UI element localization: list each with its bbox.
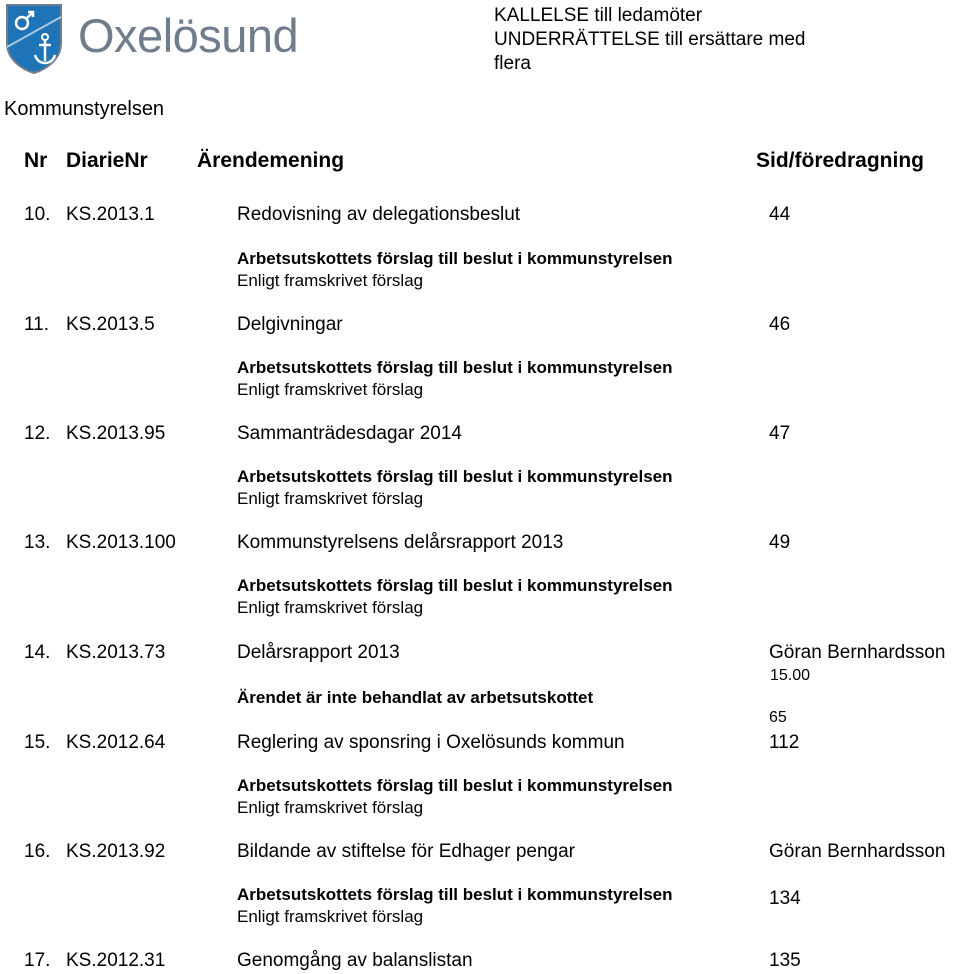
item-page-ref: 134 [769, 888, 801, 909]
item-time: 15.00 [770, 667, 811, 684]
item-page-ref: 112 [769, 732, 800, 753]
item-page-ref: 65 [769, 709, 787, 726]
item-proposal: Arbetsutskottets förslag till beslut i kommunstyrelsen [237, 576, 673, 595]
item-diarie: KS.2013.5 [66, 314, 155, 335]
column-header-diarie: DiarieNr [66, 149, 148, 172]
item-title: Redovisning av delegationsbeslut [237, 204, 521, 225]
notice-heading [494, 4, 894, 76]
item-diarie: KS.2013.73 [66, 642, 166, 663]
column-header-arende: Ärendemening [197, 149, 345, 172]
item-number: 11. [24, 314, 50, 335]
item-decision: Enligt framskrivet förslag [237, 489, 424, 508]
column-header-sid: Sid/föredragning [756, 149, 924, 172]
item-diarie: KS.2012.64 [66, 732, 166, 753]
item-presenter: Göran Bernhardsson [769, 642, 946, 663]
item-proposal: Arbetsutskottets förslag till beslut i kommunstyrelsen [237, 776, 673, 795]
item-page-ref: 44 [769, 204, 791, 225]
item-number: 14. [24, 642, 51, 663]
item-note: Ärendet är inte behandlat av arbetsutskottet [237, 688, 594, 707]
notice-line: KALLELSE till ledamöter [494, 5, 703, 26]
item-number: 16. [24, 841, 51, 862]
item-page-ref: 135 [769, 950, 801, 971]
notice-line: UNDERRÄTTELSE till ersättare med [494, 29, 806, 50]
item-presenter: Göran Bernhardsson [769, 841, 946, 862]
item-title: Delgivningar [237, 314, 343, 335]
item-title: Delårsrapport 2013 [237, 642, 400, 663]
item-number: 13. [24, 532, 51, 553]
item-proposal: Arbetsutskottets förslag till beslut i kommunstyrelsen [237, 249, 673, 268]
oxelosund-shield-logo [5, 3, 63, 75]
item-title: Bildande av stiftelse för Edhager pengar [237, 841, 575, 862]
item-title: Kommunstyrelsens delårsrapport 2013 [237, 532, 564, 553]
item-page-ref: 47 [769, 423, 791, 444]
item-decision: Enligt framskrivet förslag [237, 271, 424, 290]
column-header-nr: Nr [24, 149, 48, 172]
item-proposal: Arbetsutskottets förslag till beslut i kommunstyrelsen [237, 358, 673, 377]
logo-wordmark: Oxelösund [78, 9, 299, 62]
item-number: 10. [24, 204, 51, 225]
item-number: 15. [24, 732, 51, 753]
item-decision: Enligt framskrivet förslag [237, 907, 424, 926]
item-decision: Enligt framskrivet förslag [237, 798, 424, 817]
item-diarie: KS.2013.92 [66, 841, 166, 862]
organization-name: Kommunstyrelsen [4, 98, 165, 120]
item-diarie: KS.2013.1 [66, 204, 155, 225]
notice-line: flera [494, 53, 531, 74]
item-number: 12. [24, 423, 51, 444]
item-decision: Enligt framskrivet förslag [237, 598, 424, 617]
item-number: 17. [24, 950, 51, 971]
item-diarie: KS.2012.31 [66, 950, 166, 971]
item-title: Genomgång av balanslistan [237, 950, 473, 971]
item-title: Reglering av sponsring i Oxelösunds kommun [237, 732, 625, 753]
item-title: Sammanträdesdagar 2014 [237, 423, 462, 444]
item-decision: Enligt framskrivet förslag [237, 380, 424, 399]
item-page-ref: 46 [769, 314, 791, 335]
item-page-ref: 49 [769, 532, 791, 553]
item-diarie: KS.2013.100 [66, 532, 176, 553]
item-diarie: KS.2013.95 [66, 423, 166, 444]
item-proposal: Arbetsutskottets förslag till beslut i kommunstyrelsen [237, 467, 673, 486]
item-proposal: Arbetsutskottets förslag till beslut i kommunstyrelsen [237, 885, 673, 904]
